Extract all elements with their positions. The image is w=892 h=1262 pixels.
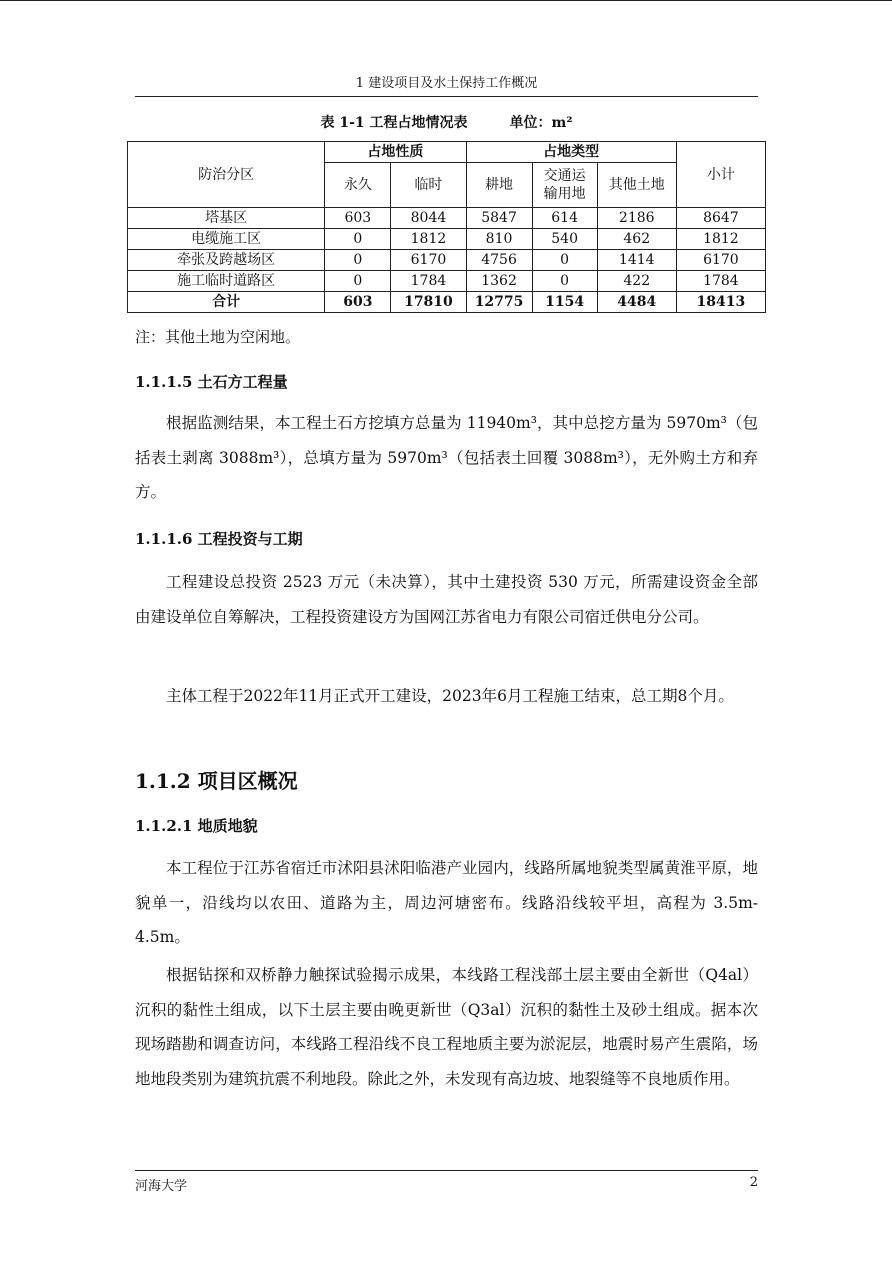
cell-farmland: 5847 bbox=[466, 208, 532, 229]
table-row bbox=[128, 271, 766, 292]
cell-subtotal: 1812 bbox=[676, 229, 765, 250]
cell-temporary: 1812 bbox=[391, 229, 466, 250]
cell-transport: 0 bbox=[532, 250, 597, 271]
cell-subtotal: 6170 bbox=[676, 250, 765, 271]
cell-other: 4484 bbox=[597, 292, 676, 313]
investment-paragraph: 工程建设总投资 2523 万元（未决算），其中土建投资 530 万元，所需建设资金全部由建设单位自筹解决，工程投资建设方为国网江苏省电力有限公司宿迁供电分公司。 bbox=[135, 573, 758, 626]
cell-farmland: 810 bbox=[466, 229, 532, 250]
overview-heading: 1.1.2 项目区概况 bbox=[135, 769, 298, 793]
cell-other: 2186 bbox=[597, 208, 676, 229]
cell-transport: 540 bbox=[532, 229, 597, 250]
footer-rule bbox=[135, 1170, 758, 1171]
earthwork-heading: 1.1.1.5 土石方工程量 bbox=[135, 373, 288, 391]
cell-transport: 614 bbox=[532, 208, 597, 229]
cell-transport: 0 bbox=[532, 271, 597, 292]
table-title: 表 1-1 工程占地情况表 bbox=[320, 115, 468, 131]
table-unit: 单位：m² bbox=[509, 115, 573, 131]
cell-temporary: 17810 bbox=[391, 292, 466, 313]
cell-permanent: 0 bbox=[325, 271, 391, 292]
geology-heading: 1.1.2.1 地质地貌 bbox=[135, 817, 258, 835]
cell-zone: 施工临时道路区 bbox=[128, 271, 325, 292]
cell-farmland: 1362 bbox=[466, 271, 532, 292]
cell-farmland: 12775 bbox=[466, 292, 532, 313]
header-subtotal: 小计 bbox=[676, 142, 765, 208]
cell-permanent: 603 bbox=[325, 292, 391, 313]
header-transport: 交通运输用地 bbox=[532, 163, 597, 208]
table-row bbox=[128, 250, 766, 271]
table-note: 注：其他土地为空闲地。 bbox=[135, 328, 301, 346]
header-temporary: 临时 bbox=[391, 163, 466, 208]
cell-permanent: 603 bbox=[325, 208, 391, 229]
page-header: 1 建设项目及水土保持工作概况 bbox=[135, 72, 758, 97]
header-other: 其他土地 bbox=[597, 163, 676, 208]
cell-other: 1414 bbox=[597, 250, 676, 271]
cell-zone: 牵张及跨越场区 bbox=[128, 250, 325, 271]
cell-zone: 电缆施工区 bbox=[128, 229, 325, 250]
table-row bbox=[128, 229, 766, 250]
top-rule bbox=[0, 0, 892, 1]
header-nature: 占地性质 bbox=[325, 142, 466, 163]
table-header-row bbox=[128, 142, 766, 163]
cell-zone: 塔基区 bbox=[128, 208, 325, 229]
table-total-row bbox=[128, 292, 766, 313]
cell-subtotal: 8647 bbox=[676, 208, 765, 229]
cell-transport: 1154 bbox=[532, 292, 597, 313]
geology-paragraph-2: 根据钻探和双桥静力触探试验揭示成果，本线路工程浅部土层主要由全新世（Q4al）沉积的黏性土组成，以下土层主要由晚更新世（Q3al）沉积的黏性土及砂土组成。据本次现场踏勘和调查访问，本线路工程沿线不良工程地质主要为淤泥层，地震时易产生震陷，场地地段类别为建筑抗震不利地段。除此之外，未发现有高边坡、地裂缝等不良地质作用。 bbox=[135, 966, 758, 1088]
header-farmland: 耕地 bbox=[466, 163, 532, 208]
earthwork-paragraph: 根据监测结果，本工程土石方挖填方总量为 11940m³，其中总挖方量为 5970m³（包括表土剥离 3088m³），总填方量为 5970m³（包括表土回覆 3088m³），无外购土方和弃方。 bbox=[135, 414, 758, 501]
cell-farmland: 4756 bbox=[466, 250, 532, 271]
header-zone: 防治分区 bbox=[128, 142, 325, 208]
cell-zone: 合计 bbox=[128, 292, 325, 313]
cell-permanent: 0 bbox=[325, 250, 391, 271]
cell-subtotal: 18413 bbox=[676, 292, 765, 313]
cell-temporary: 6170 bbox=[391, 250, 466, 271]
geology-paragraph-1: 本工程位于江苏省宿迁市沭阳县沭阳临港产业园内，线路所属地貌类型属黄淮平原，地貌单一，沿线均以农田、道路为主，周边河塘密布。线路沿线较平坦，高程为 3.5m-4.5m。 bbox=[135, 859, 758, 946]
cell-temporary: 1784 bbox=[391, 271, 466, 292]
page-number: 2 bbox=[749, 1175, 758, 1190]
cell-other: 422 bbox=[597, 271, 676, 292]
cell-other: 462 bbox=[597, 229, 676, 250]
header-permanent: 永久 bbox=[325, 163, 391, 208]
table-row bbox=[128, 208, 766, 229]
header-type: 占地类型 bbox=[466, 142, 676, 163]
cell-subtotal: 1784 bbox=[676, 271, 765, 292]
cell-permanent: 0 bbox=[325, 229, 391, 250]
land-occupation-table bbox=[127, 141, 766, 313]
schedule-paragraph: 主体工程于2022年11月正式开工建设，2023年6月工程施工结束，总工期8个月。 bbox=[166, 687, 734, 705]
table-caption bbox=[135, 112, 758, 132]
footer-organization: 河海大学 bbox=[135, 1179, 188, 1194]
cell-temporary: 8044 bbox=[391, 208, 466, 229]
investment-heading: 1.1.1.6 工程投资与工期 bbox=[135, 530, 303, 548]
